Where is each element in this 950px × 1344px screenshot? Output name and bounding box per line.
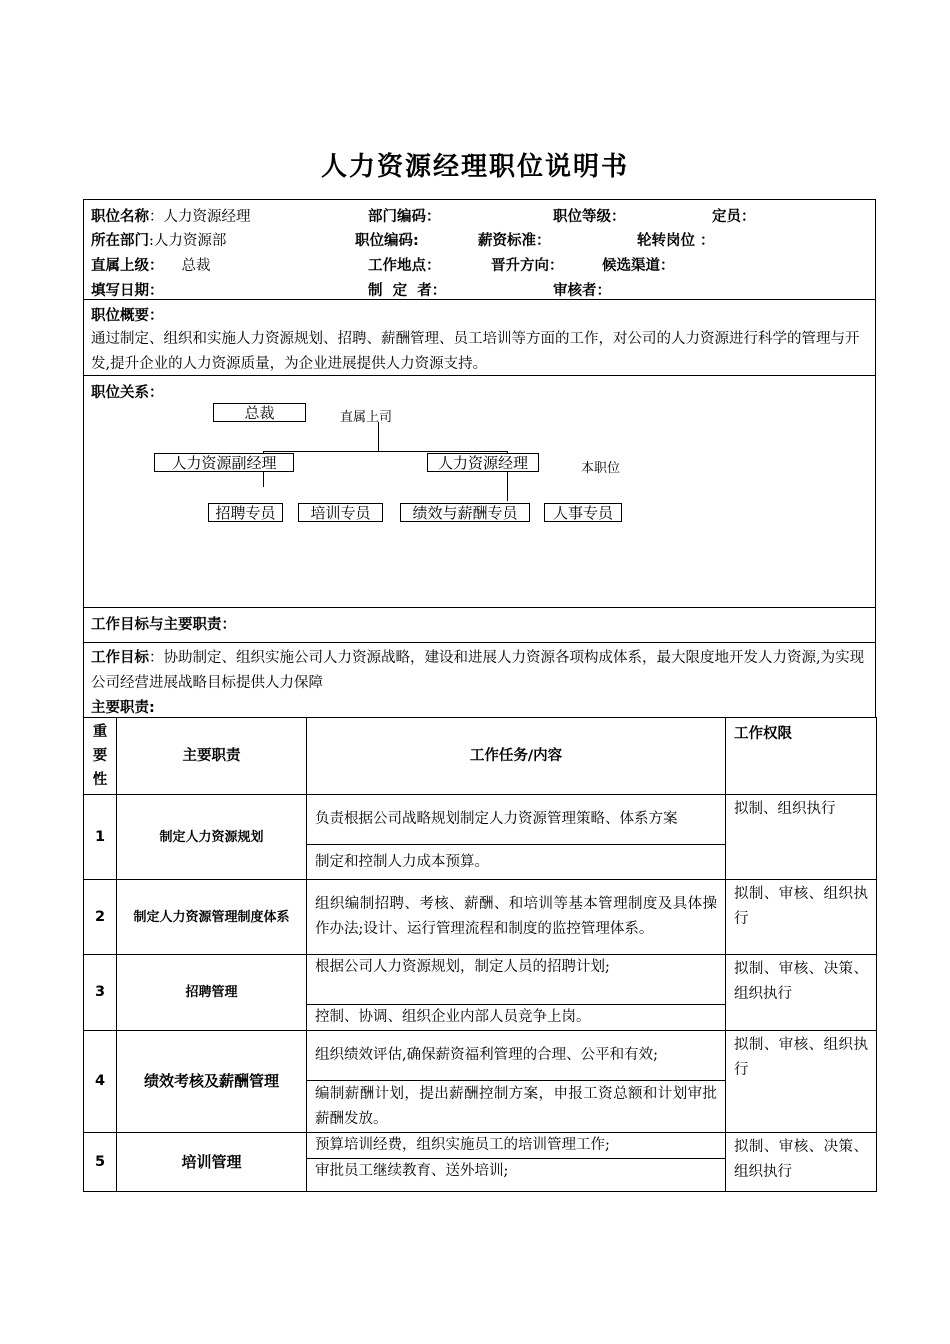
summary-text: 通过制定、组织和实施人力资源规划、招聘、薪酬管理、员工培训等方面的工作，对公司的人力资源进行科学的管理与开发,提升企业的人力资源质量，为企业进展提供人力资源支持。 bbox=[91, 331, 860, 372]
grade-label: 职位等级： bbox=[553, 209, 626, 225]
position-name-field: 职位名称：人力资源经理 bbox=[91, 209, 251, 225]
dept-code-label: 部门编码： bbox=[368, 209, 441, 225]
row-task: 根据公司人力资源规划，制定人员的招聘计划; bbox=[307, 955, 726, 1005]
row-authority: 拟制、审核、决策、组织执行 bbox=[726, 955, 877, 1031]
row-number: 3 bbox=[84, 955, 117, 1031]
row-authority: 拟制、审核、组织执行 bbox=[726, 880, 877, 955]
row-task: 组织编制招聘、考核、薪酬、和培训等基本管理制度及具体操作办法;设计、运行管理流程和制度的监控管理体系。 bbox=[307, 880, 726, 955]
goal-text: 工作目标：协助制定、组织实施公司人力资源战略，建设和进展人力资源各项构成体系，最大限度地开发人力资源,为实现公司经营进展战略目标提供人力保障 bbox=[91, 650, 865, 691]
org-node-hr-manager: 人力资源经理 bbox=[427, 453, 539, 472]
location-label: 工作地点： bbox=[368, 258, 441, 274]
table-row bbox=[84, 1133, 877, 1159]
org-node-compensation: 绩效与薪酬专员 bbox=[400, 503, 530, 522]
table-row bbox=[84, 795, 877, 845]
maker-label: 制 定 者： bbox=[368, 283, 447, 299]
row-task: 审批员工继续教育、送外培训; bbox=[307, 1159, 726, 1192]
summary-label: 职位概要： bbox=[91, 308, 164, 324]
date-label: 填写日期： bbox=[91, 283, 164, 299]
row-duty: 绩效考核及薪酬管理 bbox=[117, 1031, 307, 1133]
quota-label: 定员： bbox=[712, 209, 756, 225]
row-number: 5 bbox=[84, 1133, 117, 1192]
salary-label: 薪资标准： bbox=[478, 233, 551, 249]
relations-block bbox=[83, 375, 876, 608]
rotation-label: 轮转岗位 ： bbox=[637, 233, 715, 249]
org-node-recruiter: 招聘专员 bbox=[208, 503, 283, 522]
reviewer-label: 审核者： bbox=[553, 283, 611, 299]
org-node-ceo: 总裁 bbox=[213, 403, 306, 422]
superior-field: 直属上级： 总裁 bbox=[91, 258, 211, 274]
duties-label: 主要职责: bbox=[91, 700, 155, 716]
row-task: 控制、协调、组织企业内部人员竞争上岗。 bbox=[307, 1005, 726, 1031]
table-header-row bbox=[84, 718, 877, 795]
row-duty: 制定人力资源管理制度体系 bbox=[117, 880, 307, 955]
row-number: 4 bbox=[84, 1031, 117, 1133]
header-duty: 主要职责 bbox=[117, 718, 307, 795]
row-task: 负责根据公司战略规划制定人力资源管理策略、体系方案 bbox=[307, 795, 726, 845]
position-code-label: 职位编码: bbox=[355, 233, 419, 249]
row-number: 1 bbox=[84, 795, 117, 880]
candidate-label: 候选渠道： bbox=[602, 258, 675, 274]
header-authority: 工作权限 bbox=[726, 718, 877, 795]
page-title: 人力资源经理职位说明书 bbox=[320, 152, 629, 182]
table-row bbox=[84, 1031, 877, 1081]
row-task: 编制薪酬计划，提出薪酬控制方案，申报工资总额和计划审批薪酬发放。 bbox=[307, 1081, 726, 1133]
org-node-vice-manager: 人力资源副经理 bbox=[154, 453, 294, 472]
org-note-self: 本职位 bbox=[581, 461, 621, 476]
goals-heading: 工作目标与主要职责： bbox=[91, 617, 236, 633]
row-task: 预算培训经费，组织实施员工的培训管理工作; bbox=[307, 1133, 726, 1159]
row-task: 组织绩效评估,确保薪资福利管理的合理、公平和有效; bbox=[307, 1031, 726, 1081]
org-node-personnel: 人事专员 bbox=[544, 503, 622, 522]
org-note-superior: 直属上司 bbox=[340, 410, 393, 425]
table-row bbox=[84, 880, 877, 955]
duties-table bbox=[83, 717, 877, 1192]
row-authority: 拟制、审核、组织执行 bbox=[726, 1031, 877, 1133]
row-number: 2 bbox=[84, 880, 117, 955]
header-importance: 重要性 bbox=[84, 718, 117, 795]
department-field: 所在部门:人力资源部 bbox=[91, 233, 227, 249]
promotion-label: 晋升方向： bbox=[491, 258, 564, 274]
relations-label: 职位关系： bbox=[91, 385, 164, 401]
org-connector bbox=[263, 451, 508, 452]
row-task: 制定和控制人力成本预算。 bbox=[307, 845, 726, 880]
row-duty: 招聘管理 bbox=[117, 955, 307, 1031]
table-row bbox=[84, 955, 877, 1005]
row-authority: 拟制、组织执行 bbox=[726, 795, 877, 880]
org-connector bbox=[378, 422, 379, 452]
org-node-trainer: 培训专员 bbox=[298, 503, 383, 522]
row-authority: 拟制、审核、决策、组织执行 bbox=[726, 1133, 877, 1192]
row-duty: 制定人力资源规划 bbox=[117, 795, 307, 880]
header-task: 工作任务/内容 bbox=[307, 718, 726, 795]
row-duty: 培训管理 bbox=[117, 1133, 307, 1192]
